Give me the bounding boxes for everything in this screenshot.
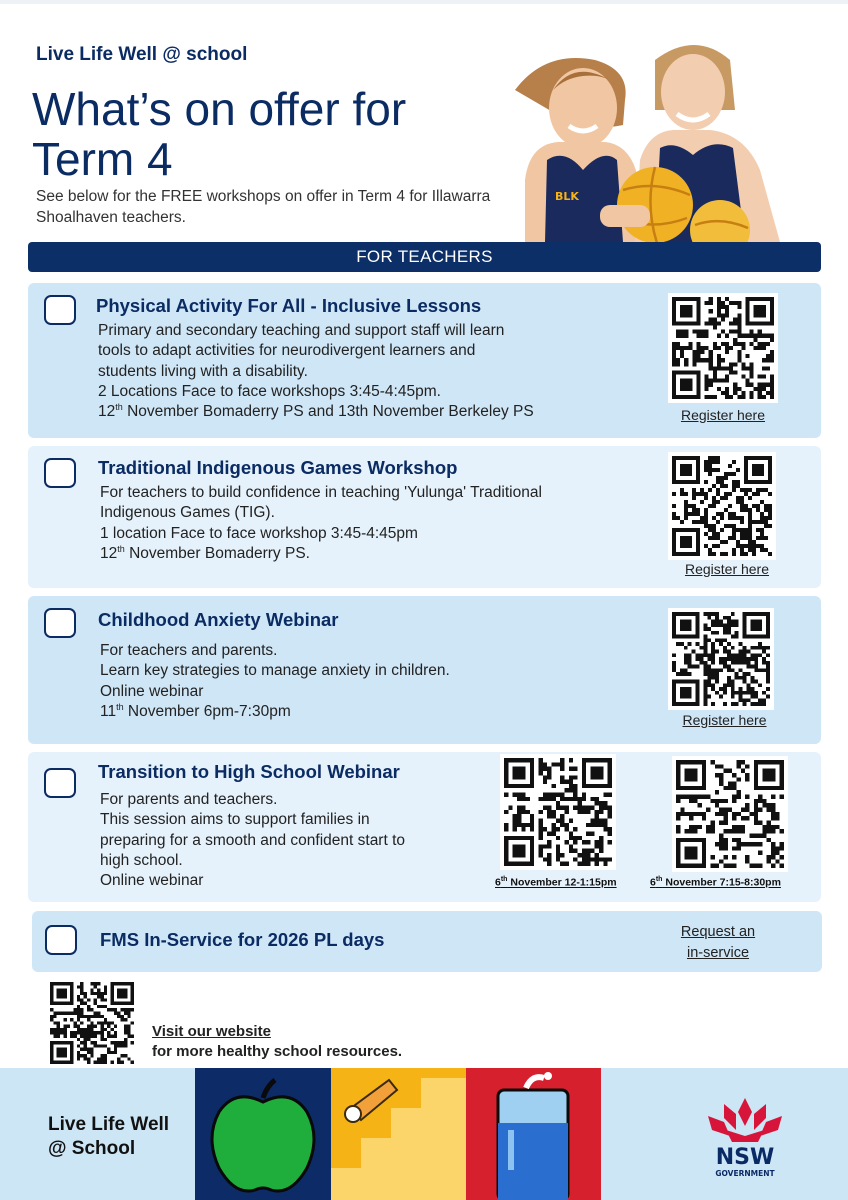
header-kicker: Live Life Well @ school xyxy=(36,44,248,65)
link-suffix: th xyxy=(500,876,508,883)
body-line: 2 Locations Face to face workshops 3:45-4:45pm. xyxy=(98,382,441,400)
svg-text:BLK: BLK xyxy=(555,190,579,203)
link-suffix: th xyxy=(655,876,663,883)
date-suffix: th xyxy=(116,701,124,712)
intro-text: See below for the FREE workshops on offer in Term 4 for Illawarra Shoalhaven teachers. xyxy=(36,188,491,226)
top-strip xyxy=(0,0,848,4)
link-line: Request an xyxy=(680,924,756,940)
website-link[interactable]: Visit our website xyxy=(152,1023,271,1040)
request-inservice-link[interactable] xyxy=(668,922,768,964)
link-line: in-service xyxy=(686,945,750,961)
brand-line: @ School xyxy=(48,1138,136,1159)
workshop-date xyxy=(98,402,534,422)
link-rest: November 12-1:15pm xyxy=(507,876,617,889)
date-rest: November Bomaderry PS. xyxy=(124,544,310,562)
section-band-for-teachers: FOR TEACHERS xyxy=(28,242,821,272)
water-tile xyxy=(466,1068,601,1200)
apple-tile xyxy=(195,1068,331,1200)
body-line: 1 location Face to face workshop 3:45-4:45pm xyxy=(100,524,418,542)
date-rest: November 6pm-7:30pm xyxy=(123,702,291,720)
workshop-description xyxy=(100,790,405,891)
workshop-date xyxy=(100,702,450,722)
body-line: Learn key strategies to manage anxiety in children. xyxy=(100,662,450,680)
body-line: tools to adapt activities for neurodivergent learners and xyxy=(98,342,476,360)
workshop-card-indigenous-games xyxy=(28,446,821,588)
qr-code[interactable] xyxy=(668,608,774,710)
stairs-tile xyxy=(331,1068,466,1200)
date-day: 12 xyxy=(98,403,116,421)
register-link[interactable]: Register here xyxy=(680,407,766,423)
qr-code[interactable] xyxy=(668,293,778,403)
apple-icon xyxy=(195,1068,331,1200)
workshop-description xyxy=(98,321,534,422)
checkbox[interactable] xyxy=(44,295,76,325)
checkbox[interactable] xyxy=(44,608,76,638)
qr-code[interactable] xyxy=(668,452,776,560)
body-line: For teachers and parents. xyxy=(100,642,278,659)
body-line: For parents and teachers. xyxy=(100,791,278,808)
page-title: What’s on offer for Term 4 xyxy=(32,83,407,185)
checkbox[interactable] xyxy=(45,925,77,955)
qr-code-session-2[interactable] xyxy=(672,756,788,872)
workshop-card-fms-inservice xyxy=(32,911,822,972)
footer-brand xyxy=(48,1113,169,1161)
checkbox[interactable] xyxy=(44,768,76,798)
date-suffix: th xyxy=(117,543,125,554)
workshop-description xyxy=(100,483,542,564)
hero-photo xyxy=(505,30,805,242)
website-qr-code[interactable] xyxy=(48,980,136,1066)
qr-code-session-1[interactable] xyxy=(500,754,616,870)
body-line: students living with a disability. xyxy=(98,362,308,380)
body-line: This session aims to support families in xyxy=(100,811,370,829)
link-day: 6 xyxy=(650,876,656,889)
workshop-date xyxy=(100,544,542,564)
workshop-card-inclusive-lessons xyxy=(28,283,821,438)
date-suffix: th xyxy=(115,402,123,413)
workshop-description xyxy=(100,641,450,722)
workshop-title: Traditional Indigenous Games Workshop xyxy=(98,457,458,478)
nsw-government-logo xyxy=(700,1096,790,1186)
link-rest: November 7:15-8:30pm xyxy=(662,876,781,889)
workshop-card-high-school-webinar xyxy=(28,752,821,902)
nsw-logo-text: NSW xyxy=(715,1145,775,1170)
workshop-title: Physical Activity For All - Inclusive Lessons xyxy=(96,295,482,316)
brand-line: Live Life Well xyxy=(48,1114,170,1135)
link-day: 6 xyxy=(495,876,501,889)
nsw-logo-subtext: GOVERNMENT xyxy=(715,1169,775,1178)
body-line: Primary and secondary teaching and support staff will learn xyxy=(98,322,505,339)
session-2-link[interactable] xyxy=(650,876,781,889)
session-1-link[interactable] xyxy=(495,876,617,889)
water-glass-icon xyxy=(466,1068,601,1200)
website-caption: for more healthy school resources. xyxy=(152,1043,403,1060)
body-line: Online webinar xyxy=(100,872,204,890)
register-link[interactable]: Register here xyxy=(684,561,770,577)
body-line: Indigenous Games (TIG). xyxy=(100,504,275,522)
running-shoe-icon xyxy=(331,1068,466,1200)
date-rest: November Bomaderry PS and 13th November Berkeley PS xyxy=(122,403,534,421)
workshop-title: Transition to High School Webinar xyxy=(98,761,400,782)
body-line: high school. xyxy=(100,851,183,869)
body-line: Online webinar xyxy=(100,682,204,700)
body-line: For teachers to build confidence in teaching 'Yulunga' Traditional xyxy=(100,484,542,501)
workshop-card-anxiety-webinar xyxy=(28,596,821,744)
register-link[interactable]: Register here xyxy=(682,712,767,728)
body-line: preparing for a smooth and confident start to xyxy=(100,831,406,849)
workshop-title: Childhood Anxiety Webinar xyxy=(98,609,339,630)
workshop-title: FMS In-Service for 2026 PL days xyxy=(100,929,385,950)
date-day: 11 xyxy=(100,702,117,720)
checkbox[interactable] xyxy=(44,458,76,488)
date-day: 12 xyxy=(100,544,118,562)
